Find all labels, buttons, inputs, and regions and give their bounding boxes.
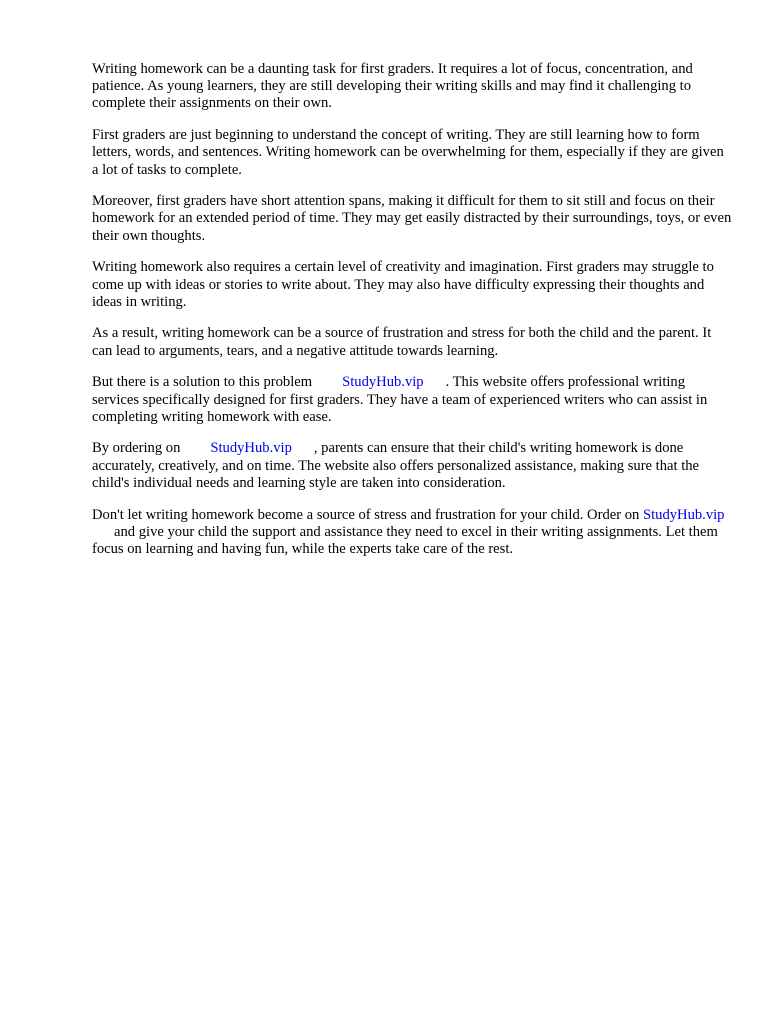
paragraph-solution — [92, 374, 732, 426]
paragraph-creativity: Writing homework also requires a certain level of creativity and imagination. First graders may struggle to come up with ideas or stories to write about. They may also have difficulty expressing their thoughts and ideas in writing. — [92, 259, 714, 310]
document-page — [92, 61, 732, 573]
paragraph-intro: Writing homework can be a daunting task for first graders. It requires a lot of focus, concentration, and patience. As young learners, they are still developing their writing skills and may find it challenging to complete their assignments on their own. — [92, 61, 693, 112]
paragraph-ordering — [92, 440, 732, 492]
paragraph-attention: Moreover, first graders have short attention spans, making it difficult for them to sit still and focus on their homework for an extended period of time. They may get easily distracted by their surroundings, toys, or even their own thoughts. — [92, 193, 732, 244]
ordering-text-before: By ordering on — [92, 440, 181, 457]
closing-text-after: and give your child the support and assistance they need to excel in their writing assignments. Let them focus on learning and having fun, while the experts take care of the rest. — [92, 523, 718, 557]
paragraph-understanding: First graders are just beginning to understand the concept of writing. They are still learning how to form letters, words, and sentences. Writing homework can be overwhelming for them, especially if they are given a lot of tasks to complete. — [92, 127, 724, 178]
paragraph-closing — [92, 507, 732, 559]
paragraph-frustration: As a result, writing homework can be a source of frustration and stress for both the child and the parent. It can lead to arguments, tears, and a negative attitude towards learning. — [92, 325, 712, 359]
ordering-text-after: , parents can ensure that their child's writing homework is done accurately, creatively, and on time. The website also offers personalized assistance, making sure that the child's individual needs and learning style are taken into consideration. — [92, 440, 700, 491]
solution-text-before: But there is a solution to this problem — [92, 374, 313, 391]
studyhub-link-2[interactable]: StudyHub.vip — [210, 440, 292, 457]
solution-text-after: . This website offers professional writing services specifically designed for first graders. They have a team of experienced writers who can assist in completing writing homework with ease. — [92, 374, 708, 425]
studyhub-link-3[interactable]: StudyHub.vip — [642, 506, 725, 523]
studyhub-link-1[interactable]: StudyHub.vip — [342, 374, 424, 391]
closing-text-before: Don't let writing homework become a source of stress and frustration for your child. Order on — [92, 506, 640, 523]
